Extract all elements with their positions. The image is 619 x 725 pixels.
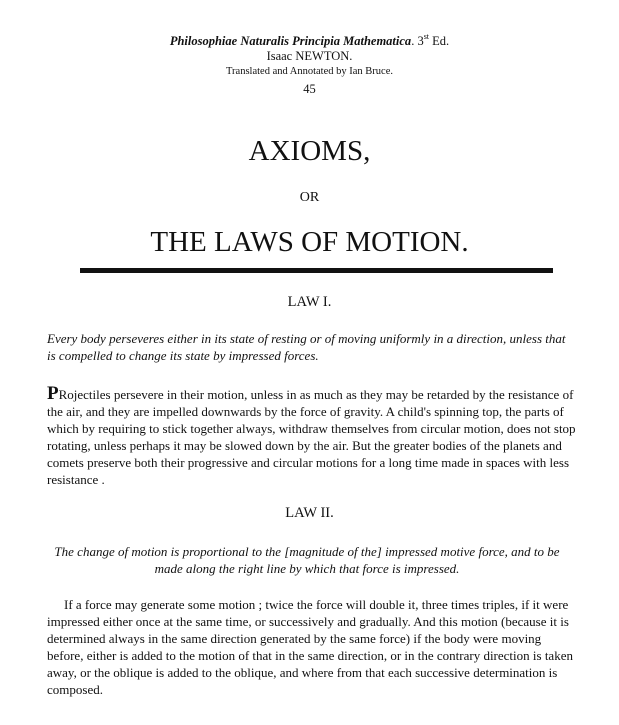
law-2-paragraph: [47, 596, 577, 698]
drop-cap: P: [47, 383, 59, 404]
law-1-paragraph-text: Rojectiles persevere in their motion, unless in as much as they may be retarded by the resistance of the air, and they are impelled downwards by the force of gravity. A child's spinning top, the parts of which by requiring to stick together always, withdraw themselves from circular motion, does not stop rotating, unless perhaps it may be slowed down by the air. But the greater bodies of the planets and comets preserve both their progressive and circular motions for a long time made in spaces with less resistance .: [47, 387, 576, 487]
law-1-title: LAW I.: [287, 294, 332, 310]
axioms-heading: AXIOMS,: [248, 135, 371, 167]
horizontal-rule: [80, 268, 553, 273]
or-heading: OR: [299, 190, 320, 205]
edition-number: 3: [417, 34, 424, 49]
laws-of-motion-heading: THE LAWS OF MOTION.: [150, 226, 469, 258]
edition-superscript: st: [423, 32, 430, 41]
law-2-title: LAW II.: [285, 505, 334, 521]
author-line: Isaac NEWTON.: [266, 49, 353, 63]
law-1-statement: Every body perseveres either in its state of resting or of moving uniformly in a direction, unless that is compelled to change its state by impressed forces.: [47, 331, 566, 363]
page-number: 45: [303, 82, 316, 96]
law-1-paragraph: [47, 384, 577, 488]
edition-suffix: Ed.: [429, 34, 450, 49]
book-title: Philosophiae Naturalis Principia Mathematica: [169, 34, 412, 49]
translator-line: Translated and Annotated by Ian Bruce.: [226, 66, 393, 77]
law-2-statement: The change of motion is proportional to the [magnitude of the] impressed motive force, and to be made along the right line by which that force is impressed.: [54, 544, 560, 576]
running-title: Philosophiae Naturalis Principia Mathematica. 3st Ed.: [169, 32, 450, 49]
law-2-paragraph-text: If a force may generate some motion ; twice the force will double it, three times triples, if it were impressed either once at the same time, or successively and gradually. And this motion (because it is determined always in the same direction generated by the same force) if the body were moving before, either is added to the motion of that in the same direction, or in the contrary direction is taken away, or the oblique is added to the oblique, and where from that each successive determination is composed.: [47, 597, 573, 697]
